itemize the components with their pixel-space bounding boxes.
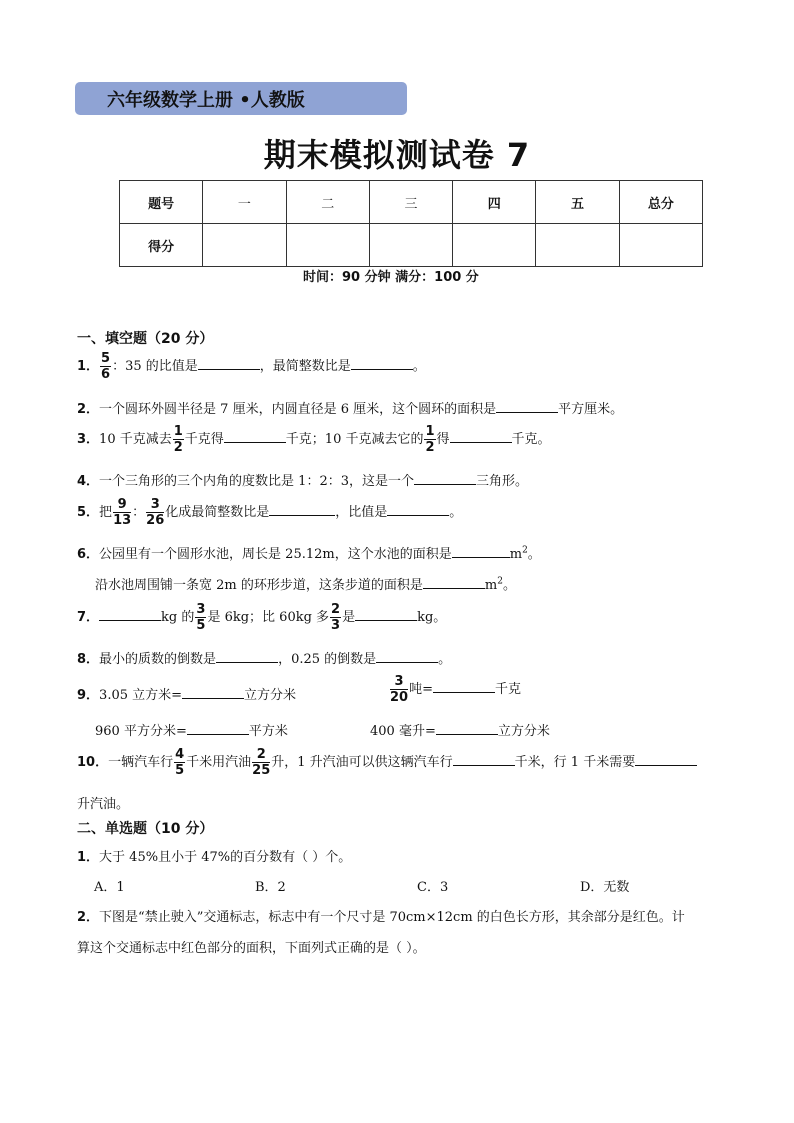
q-number: 1． [77, 359, 100, 374]
section-2-heading: 二、单选题（10 分） [77, 821, 214, 837]
fraction: $\frac{2}{25}$ [252, 747, 271, 778]
option-a[interactable]: A．1 [94, 880, 125, 895]
q-number: 1． [77, 850, 100, 865]
q-number: 9． [77, 688, 100, 703]
q-number: 2． [77, 402, 100, 417]
answer-blank[interactable] [351, 357, 413, 370]
fraction: $\frac{9}{13}$ [113, 497, 132, 528]
score-table [119, 180, 703, 267]
question-1-4: 4．一个三角形的三个内角的度数比是 1：2：3，这是一个 三角形。 [77, 474, 529, 489]
q-number: 5． [77, 505, 100, 520]
cell-part-4: 四 [453, 181, 536, 224]
answer-blank[interactable] [376, 650, 438, 663]
answer-blank[interactable] [433, 680, 495, 693]
question-1-6: 6．公园里有一个圆形水池，周长是 25.12m，这个水池的面积是 $m^2$。 [77, 545, 541, 562]
q-number: 2． [77, 910, 100, 925]
question-2-2: 2．下图是“禁止驶入”交通标志，标志中有一个尺寸是 70cm×12cm 的白色长方形，其余部分是红色。计 [77, 910, 685, 925]
question-1-6-line-2: 沿水池周围铺一条宽 2m 的环形步道，这条步道的面积是 $m^2$。 [95, 576, 516, 593]
fraction: $\frac{3}{20}$ [390, 674, 409, 705]
cell-part-5: 五 [536, 181, 619, 224]
fraction: $\frac{3}{5}$ [196, 602, 206, 633]
question-1-2: 2．一个圆环外圆半径是 7 厘米，内圆直径是 6 厘米，这个圆环的面积是 平方厘米。 [77, 402, 624, 417]
question-1-10: 10．一辆汽车行 $\frac{4}{5}$ 千米用汽油 $\frac{2}{25}$ 升，1 升汽油可以供这辆汽车行 千米，行 1 千米需要 [77, 748, 697, 777]
answer-blank[interactable] [423, 576, 485, 589]
score-table-row-header [120, 181, 703, 224]
answer-blank[interactable] [355, 608, 417, 621]
cell-part-2: 二 [286, 181, 369, 224]
score-table-row-score [120, 224, 703, 267]
answer-blank[interactable] [436, 722, 498, 735]
q-number: 3． [77, 432, 100, 447]
question-1-9: 9．3.05 立方米= 立方分米 [77, 688, 297, 703]
fraction: $\frac{3}{26}$ [146, 497, 165, 528]
score-blank [286, 224, 369, 267]
question-1-9-c: 960 平方分米= 平方米 [95, 724, 288, 739]
q-number: 8． [77, 652, 100, 667]
answer-blank[interactable] [198, 357, 260, 370]
fraction: $\frac{4}{5}$ [175, 747, 185, 778]
score-blank [369, 224, 452, 267]
question-1-1: 1． $\frac{5}{6}$ ：35 的比值是 ，最简整数比是 。 [77, 351, 426, 382]
answer-blank[interactable] [453, 753, 515, 766]
answer-blank[interactable] [414, 472, 476, 485]
option-d[interactable]: D．无数 [580, 880, 630, 895]
answer-blank[interactable] [187, 722, 249, 735]
answer-blank[interactable] [635, 753, 697, 766]
question-1-3: 3．10 千克减去 $\frac{1}{2}$ 千克得 千克；10 千克减去它的 $\frac{1}{2}$ 得 千克。 [77, 424, 551, 455]
question-1-10-line-2: 升汽油。 [77, 797, 130, 812]
score-blank [203, 224, 286, 267]
answer-blank[interactable] [269, 503, 335, 516]
answer-blank[interactable] [450, 430, 512, 443]
answer-blank[interactable] [216, 650, 278, 663]
score-blank [453, 224, 536, 267]
question-2-1: 1．大于 45%且小于 47%的百分数有（ ）个。 [77, 850, 352, 865]
banner-text: 六年级数学上册 •人教版 [107, 90, 305, 111]
cell-score-label: 得分 [120, 224, 203, 267]
exam-title: 期末模拟测试卷 7 [263, 136, 531, 174]
fraction: $\frac{1}{2}$ [173, 424, 183, 455]
question-1-5: 5．把 $\frac{9}{13}$ ： $\frac{3}{26}$ 化成最简整数比是 ，比值是 。 [77, 497, 463, 528]
q-number: 7． [77, 610, 100, 625]
answer-blank[interactable] [452, 545, 510, 558]
answer-blank[interactable] [224, 430, 286, 443]
option-b[interactable]: B．2 [255, 880, 286, 895]
question-1-8: 8．最小的质数的倒数是 ，0.25 的倒数是 。 [77, 652, 452, 667]
answer-blank[interactable] [99, 608, 161, 621]
cell-part-1: 一 [203, 181, 286, 224]
question-1-7: 7． kg 的 $\frac{3}{5}$ 是 6kg；比 60kg 多 $\frac{2}{3}$ 是 kg。 [77, 602, 447, 633]
cell-question-number-label: 题号 [120, 181, 203, 224]
question-1-9-b: $\frac{3}{20}$ 吨= 千克 [390, 674, 522, 705]
option-c[interactable]: C．3 [417, 880, 449, 895]
section-1-heading: 一、填空题（20 分） [77, 331, 214, 347]
score-blank [536, 224, 619, 267]
time-info: 时间：90 分钟 满分：100 分 [303, 270, 479, 285]
answer-blank[interactable] [182, 686, 244, 699]
cell-part-3: 三 [369, 181, 452, 224]
question-1-9-d: 400 毫升= 立方分米 [370, 724, 550, 739]
grade-banner [75, 82, 407, 115]
fraction: $\frac{1}{2}$ [425, 424, 435, 455]
q-number: 10． [77, 755, 109, 770]
question-2-2-line-2: 算这个交通标志中红色部分的面积，下面列式正确的是（ ）。 [77, 941, 426, 956]
q-number: 4． [77, 474, 100, 489]
fraction: $\frac{2}{3}$ [331, 602, 341, 633]
score-blank [619, 224, 702, 267]
q-number: 6． [77, 547, 100, 562]
answer-blank[interactable] [496, 400, 558, 413]
cell-total-label: 总分 [619, 181, 702, 224]
fraction: $\frac{5}{6}$ [101, 351, 111, 382]
answer-blank[interactable] [387, 503, 449, 516]
